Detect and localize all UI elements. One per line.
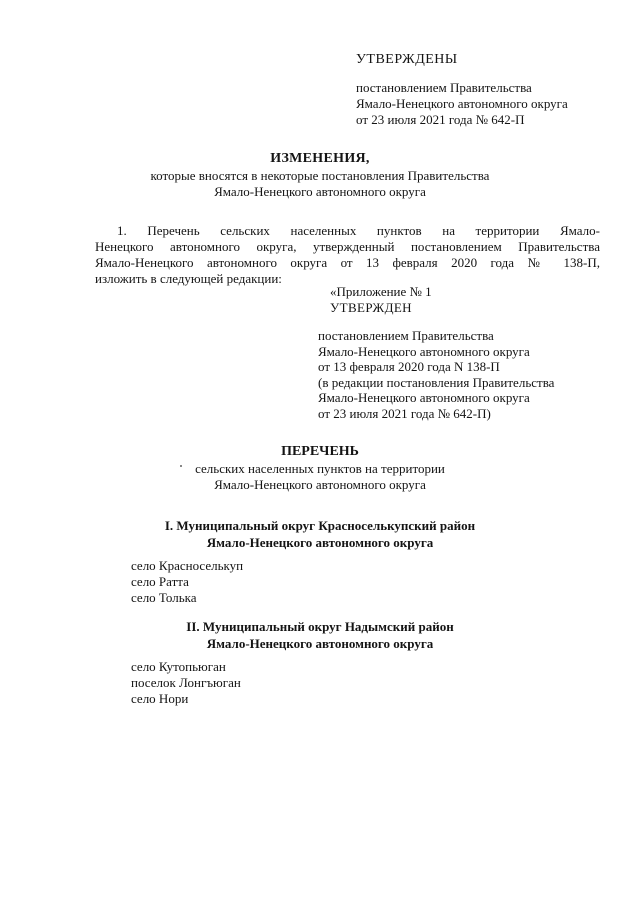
section-heading [0,618,640,652]
section-heading-line: Ямало-Ненецкого автономного округа [206,636,434,651]
places-list [131,558,243,606]
list-subtitle-line: Ямало-Ненецкого автономного округа [214,477,426,492]
appendix-decree-line: Ямало-Ненецкого автономного округа [318,343,530,359]
list-item: поселок Лонгъюган [131,675,241,690]
places-list [131,659,241,707]
changes-subtitle [0,168,640,200]
appendix-decree-line: от 23 июля 2021 года № 642-П) [318,405,491,421]
list-item: село Толька [131,590,197,605]
list-subtitle [0,461,640,493]
appendix-decree-line: от 13 февраля 2020 года N 138-П [318,359,500,374]
section-heading-line: Ямало-Ненецкого автономного округа [206,535,434,550]
section-heading [0,517,640,551]
paragraph-line: изложить в следующей редакции: [95,271,282,286]
section-heading-line: II. Муниципальный округ Надымский район [186,619,454,634]
list-subtitle-line: сельских населенных пунктов на территории [195,461,445,476]
appendix-decree-line: Ямало-Ненецкого автономного округа [318,390,530,405]
amendment-paragraph [95,223,600,287]
appendix-decree [318,328,554,421]
appendix-number: «Приложение № 1 [330,284,432,299]
decree-line: постановлением Правительства [356,80,532,95]
decree-line: от 23 июля 2021 года № 642-П [356,112,525,127]
appendix-decree-line: постановлением Правительства [318,328,494,343]
list-item: село Нори [131,691,189,706]
paragraph-line: Ямало-Ненецкого автономного округа от 13 февраля 2020 года № 138-П, [95,255,600,270]
decree-reference [356,80,568,128]
section-heading-line: I. Муниципальный округ Красноселькупский район [164,518,476,533]
changes-subtitle-line: которые вносятся в некоторые постановления Правительства [150,168,490,183]
decree-line: Ямало-Ненецкого автономного округа [356,96,568,111]
paragraph-line: Ненецкого автономного округа, утвержденный постановлением Правительства [95,239,600,254]
list-item: село Красноселькуп [131,558,244,573]
scan-speck [180,465,182,467]
list-item: село Кутопьюган [131,659,226,674]
list-title: ПЕРЕЧЕНЬ [281,444,359,459]
list-item: село Ратта [131,574,189,589]
changes-subtitle-line: Ямало-Ненецкого автономного округа [214,184,426,199]
changes-title: ИЗМЕНЕНИЯ, [270,151,370,166]
paragraph-line: 1. Перечень сельских населенных пунктов на территории Ямало- [117,223,600,238]
appendix-decree-line: (в редакции постановления Правительства [318,374,555,390]
approved-stamp: УТВЕРЖДЕНЫ [356,52,458,67]
appendix-approved: УТВЕРЖДЕН [330,300,412,315]
